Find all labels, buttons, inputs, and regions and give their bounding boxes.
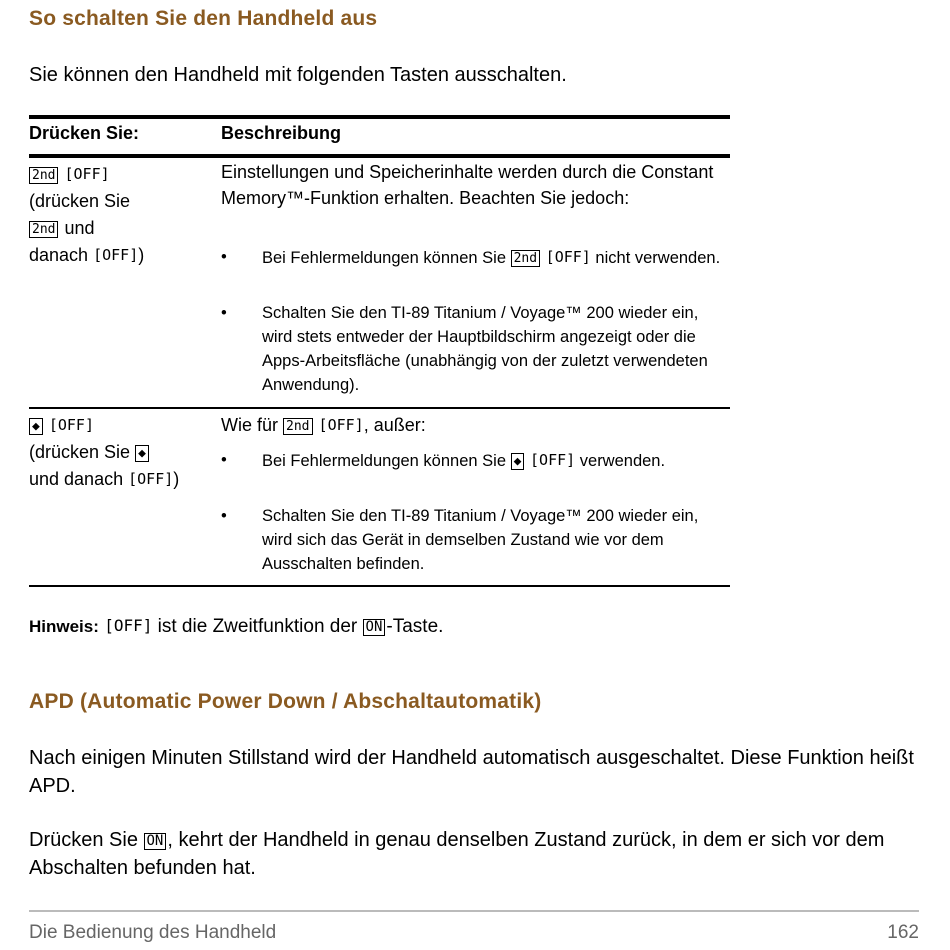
footer-section-title: Die Bedienung des Handheld bbox=[29, 922, 277, 943]
note-text: -Taste. bbox=[386, 616, 444, 637]
row-divider bbox=[29, 407, 730, 409]
press-danach: danach bbox=[29, 245, 89, 265]
key-off: OFF bbox=[539, 451, 567, 469]
bullet-text: Schalten Sie den TI-89 Titanium / Voyage™ 200 wieder ein, wird sich das Gerät in demselben Zustand wie vor dem Ausschalten befinden. bbox=[262, 507, 699, 573]
note-line: Hinweis: [OFF] ist die Zweitfunktion der ON -Taste. bbox=[29, 616, 444, 637]
key-off: OFF bbox=[113, 616, 143, 635]
bullet-dot: • bbox=[221, 507, 227, 525]
key-off: OFF bbox=[327, 416, 355, 434]
table-row-1-description: Einstellungen und Speicherinhalte werden durch die Constant Memory™-Funktion erhalten. Beachten Sie jedoch: bbox=[221, 162, 714, 208]
bullet-text: nicht verwenden. bbox=[595, 249, 721, 267]
bullet-text: Bei Fehlermeldungen können Sie bbox=[262, 249, 506, 267]
press-hint: (drücken Sie bbox=[29, 191, 131, 211]
section-heading-apd: APD (Automatic Power Down / Abschaltautomatik) bbox=[29, 690, 542, 713]
press-und: und bbox=[64, 218, 95, 238]
key-2nd: 2nd bbox=[511, 250, 540, 267]
key-on: ON bbox=[144, 833, 167, 850]
apd-text: , kehrt der Handheld in genau denselben Zustand zurück, in dem er sich vor dem Abschalten befunden hat. bbox=[29, 829, 885, 879]
col-header-press: Drücken Sie: bbox=[29, 123, 140, 143]
section-heading-power-off: So schalten Sie den Handheld aus bbox=[29, 7, 378, 30]
apd-text: Drücken Sie bbox=[29, 829, 138, 851]
table-row-1-keys: 2nd [OFF] (drücken Sie 2nd und danach [OFF]) bbox=[29, 161, 209, 269]
paren-close: ) bbox=[173, 469, 180, 489]
desc-text: Wie für bbox=[221, 415, 279, 435]
key-2nd: 2nd bbox=[283, 418, 312, 435]
table-row-2-description: Wie für 2nd [OFF], außer: bbox=[221, 415, 426, 435]
press-hint: (drücken Sie bbox=[29, 442, 131, 462]
apd-paragraph-2 bbox=[29, 826, 924, 882]
bullet-dot: • bbox=[221, 451, 227, 469]
key-off: OFF bbox=[137, 470, 165, 488]
diamond-key-icon: ◆ bbox=[29, 418, 43, 435]
key-2nd: 2nd bbox=[29, 167, 58, 184]
diamond-key-icon: ◆ bbox=[511, 453, 525, 470]
key-on: ON bbox=[363, 619, 386, 636]
table-top-rule bbox=[29, 115, 730, 119]
header-bottom-rule bbox=[29, 154, 730, 158]
diamond-key-icon: ◆ bbox=[135, 445, 149, 462]
key-off: OFF bbox=[73, 165, 101, 183]
press-und-danach: und danach bbox=[29, 469, 124, 489]
note-label: Hinweis: bbox=[29, 617, 99, 636]
footer-rule bbox=[29, 910, 919, 912]
page-number: 162 bbox=[887, 922, 919, 943]
bullet-text: Bei Fehlermeldungen können Sie bbox=[262, 452, 506, 470]
key-2nd: 2nd bbox=[29, 221, 58, 238]
key-off: OFF bbox=[102, 246, 130, 264]
col-header-description: Beschreibung bbox=[221, 123, 342, 143]
table-row-2-keys: ◆ [OFF] (drücken Sie ◆ und danach [OFF]) bbox=[29, 416, 180, 489]
desc-text: , außer: bbox=[363, 415, 426, 435]
paren-close: ) bbox=[138, 245, 145, 265]
key-off: OFF bbox=[554, 248, 582, 266]
table-bottom-rule bbox=[29, 585, 730, 587]
bullet-text: verwenden. bbox=[579, 452, 666, 470]
intro-text: Sie können den Handheld mit folgenden Tasten ausschalten. bbox=[29, 64, 567, 86]
key-off: OFF bbox=[57, 416, 85, 434]
bullet-text: Schalten Sie den TI-89 Titanium / Voyage™ 200 wieder ein, wird stets entweder der Hauptbildschirm angezeigt oder die Apps-Arbeitsfläche (unabhängig von der zuletzt verwendeten Anwendung). bbox=[262, 304, 708, 394]
note-text: ist die Zweitfunktion der bbox=[157, 616, 358, 637]
bullet-dot: • bbox=[221, 304, 227, 322]
bullet-dot: • bbox=[221, 248, 227, 266]
apd-paragraph-1: Nach einigen Minuten Stillstand wird der Handheld automatisch ausgeschaltet. Diese Funktion heißt APD. bbox=[29, 747, 914, 797]
